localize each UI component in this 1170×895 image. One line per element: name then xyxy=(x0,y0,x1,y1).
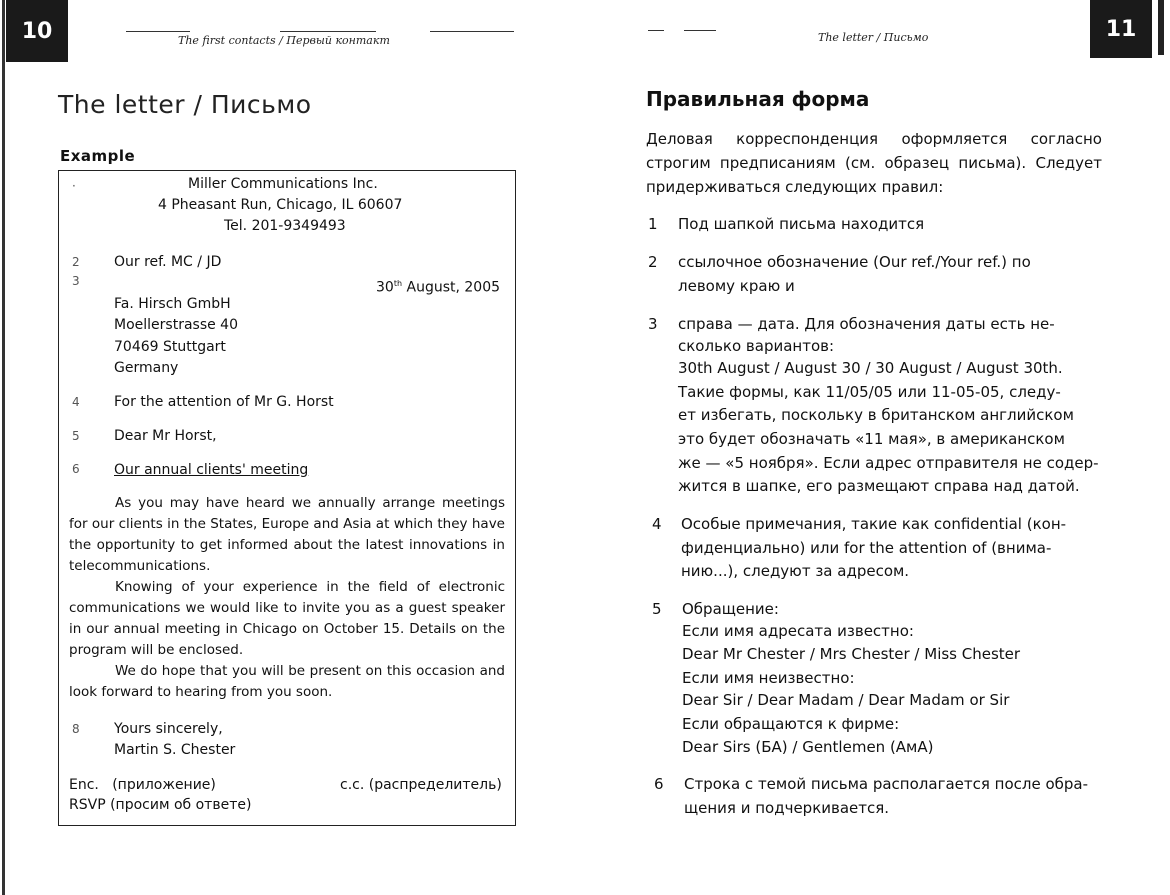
page-edge-line xyxy=(1158,0,1164,55)
letter-body xyxy=(69,493,505,703)
rule-line: это будет обозначать «11 мая», в американском xyxy=(678,430,1065,448)
page-number: 10 xyxy=(21,18,53,44)
page-number: 11 xyxy=(1105,16,1137,42)
rule-line: Если обращаются к фирме: xyxy=(682,715,900,733)
cc-note: c.c. (распределитель) xyxy=(340,777,502,793)
recipient-line: Moellerstrasse 40 xyxy=(114,317,238,333)
rule-line: Если имя неизвестно: xyxy=(682,669,855,687)
recipient-line: Fa. Hirsch GmbH xyxy=(114,296,231,312)
rule-line: левому краю и xyxy=(678,277,795,295)
page-number-badge xyxy=(6,0,68,62)
rule-line: же — «5 ноября». Если адрес отправителя не содер- xyxy=(678,454,1099,472)
rule-line: Dear Sirs (БА) / Gentlemen (АмА) xyxy=(682,738,934,756)
marker-2: 2 xyxy=(72,255,80,269)
attention-line: For the attention of Mr G. Horst xyxy=(114,394,334,410)
letter-date xyxy=(376,275,500,297)
salutation: Dear Mr Horst, xyxy=(114,428,217,444)
enclosure-note: Enc. (приложение) xyxy=(69,777,216,793)
rule-line: щения и подчеркивается. xyxy=(684,799,890,817)
sender-phone: Tel. 201-9349493 xyxy=(224,218,346,234)
rule-line: Под шапкой письма находится xyxy=(678,215,925,233)
reference: Our ref. MC / JD xyxy=(114,254,222,270)
rule-number: 2 xyxy=(648,253,658,271)
body-paragraph: As you may have heard we annually arrange meetings for our clients in the States, Europe and Asia at which they have the opportunity to get informed about the latest innovations in telecommunications. xyxy=(69,495,505,574)
closing: Yours sincerely, xyxy=(114,721,223,737)
rule-line: Если имя адресата известно: xyxy=(682,622,914,640)
marker-5: 5 xyxy=(72,429,80,443)
rule-number: 4 xyxy=(652,515,662,533)
marker-8: 8 xyxy=(72,722,80,736)
marker-3: 3 xyxy=(72,274,80,288)
page-title: The letter / Письмо xyxy=(58,90,312,119)
rule-line: Такие формы, как 11/05/05 или 11-05-05, следу- xyxy=(678,383,1061,401)
rule-number: 1 xyxy=(648,215,658,233)
date-day: 30 xyxy=(376,279,394,296)
subject-line: Our annual clients' meeting xyxy=(114,462,309,478)
header-rule xyxy=(648,30,664,31)
rule-line: ссылочное обозначение (Our ref./Your ref.) по xyxy=(678,253,1031,271)
running-head: The letter / Письмо xyxy=(818,31,929,44)
body-paragraph: We do hope that you will be present on this occasion and look forward to hearing from you soon. xyxy=(69,663,505,700)
sender-address: 4 Pheasant Run, Chicago, IL 60607 xyxy=(158,197,403,213)
rule-number: 3 xyxy=(648,315,658,333)
rule-line: Обращение: xyxy=(682,600,779,618)
date-suffix: th xyxy=(393,279,403,288)
rule-line: 30th August / August 30 / 30 August / August 30th. xyxy=(678,359,1063,377)
rule-number: 5 xyxy=(652,600,662,618)
rule-line: Строка с темой письма располагается после обра- xyxy=(684,775,1089,793)
recipient-line: 70469 Stuttgart xyxy=(114,339,226,355)
sender-company: Miller Communications Inc. xyxy=(188,176,378,192)
marker-6: 6 xyxy=(72,462,80,476)
header-rule xyxy=(684,30,716,31)
date-rest: August, 2005 xyxy=(402,279,501,296)
rule-line: справа — дата. Для обозначения даты есть не- xyxy=(678,315,1055,333)
rule-line: фиденциально) или for the attention of (внима- xyxy=(681,539,1052,557)
marker-1: · xyxy=(72,179,76,193)
body-paragraph: Knowing of your experience in the field of electronic communications we would like to invite you as a guest speaker in our annual meeting in Chicago on October 15. Details on the program will be enclosed. xyxy=(69,579,505,658)
signature: Martin S. Chester xyxy=(114,742,236,758)
rule-line: Dear Sir / Dear Madam / Dear Madam or Sir xyxy=(682,691,1010,709)
page-edge-line xyxy=(2,0,5,895)
rule-line: нию...), следуют за адресом. xyxy=(681,562,910,580)
intro-text: Деловая корреспонденция оформляется согласно строгим предписаниям (см. образец письма). Следует придерживаться следующих правил: xyxy=(646,130,1102,196)
rule-line: жится в шапке, его размещают справа над датой. xyxy=(678,477,1080,495)
example-label: Example xyxy=(60,147,136,165)
rule-line: сколько вариантов: xyxy=(678,337,835,355)
page-number-badge xyxy=(1090,0,1152,58)
marker-4: 4 xyxy=(72,395,80,409)
rule-line: ет избегать, поскольку в британском английском xyxy=(678,406,1074,424)
recipient-line: Germany xyxy=(114,360,179,376)
header-rule xyxy=(430,31,514,32)
rule-number: 6 xyxy=(654,775,664,793)
header-rule xyxy=(126,31,190,32)
header-rule xyxy=(280,31,376,32)
rule-line: Dear Mr Chester / Mrs Chester / Miss Chester xyxy=(682,645,1021,663)
section-title: Правильная форма xyxy=(646,87,870,111)
running-head: The first contacts / Первый контакт xyxy=(178,34,390,47)
rule-line: Особые примечания, такие как confidential (кон- xyxy=(681,515,1067,533)
rsvp-note: RSVP (просим об ответе) xyxy=(69,797,252,813)
